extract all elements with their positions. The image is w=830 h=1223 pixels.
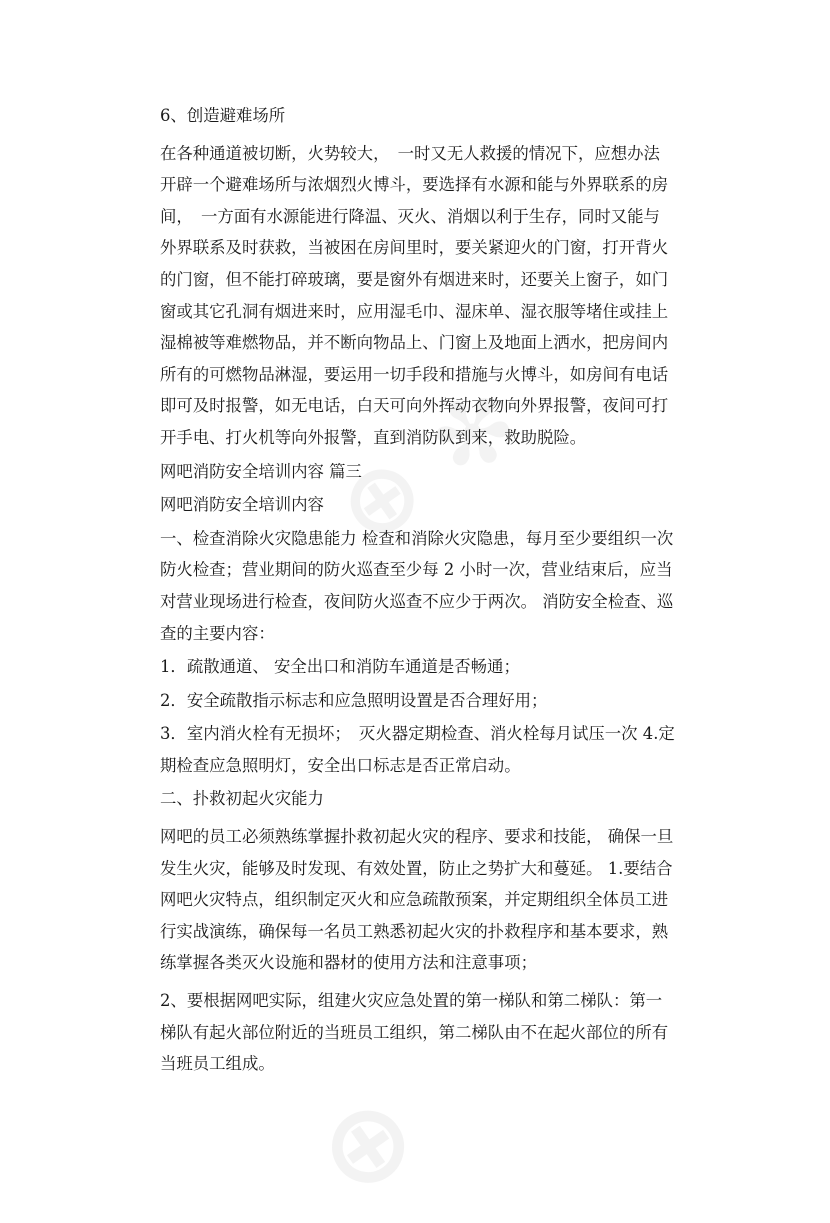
section-heading: 二、扑救初起火灾能力 [160,789,324,809]
paragraph: 2、要根据网吧实际，组建火灾应急处置的第一梯队和第二梯队：第一梯队有起火部位附近的当班员工组织，第二梯队由不在起火部位的所有当班员工组成。 [160,991,669,1074]
list-item: 1．疏散通道、 安全出口和消防车通道是否畅通； [160,657,520,677]
watermark [292,1065,441,1223]
paragraph: 网吧的员工必须熟练掌握扑救初起火灾的程序、要求和技能， 确保一旦发生火灾，能够及时发现、有效处置，防止之势扩大和蔓延。 1.要结合网吧火灾特点，组织制定灭火和应急疏散预案，并定期组织全体员工进行实战演练，确保每一名员工熟悉初起火灾的扑救程序和基本要求，熟练掌握各类灭火设施和器材的使用方法和注意事项； [160,827,674,973]
list-item: 2．安全疏散指示标志和应急照明设置是否合理好用； [160,690,548,710]
list-item: 3．室内消火栓有无损坏； 灭火器定期检查、消火栓每月试压一次 4.定期检查应急照明灯，安全出口标志是否正常启动。 [160,724,675,775]
article-subtitle: 网吧消防安全培训内容 [160,495,324,515]
paragraph: 一、检查消除火灾隐患能力 检查和消除火灾隐患，每月至少要组织一次防火检查；营业期间的防火巡查至少每 2 小时一次，营业结束后，应当对营业现场进行检查，夜间防火巡查不应少于两次。 消防安全检查、巡查的主要内容： [160,528,674,643]
article-title: 网吧消防安全培训内容 篇三 [160,461,362,481]
document-body [160,100,675,1080]
paragraph: 在各种通道被切断，火势较大， 一时又无人救援的情况下，应想办法开辟一个避难场所与浓烟烈火博斗，要选择有水源和能与外界联系的房间， 一方面有水源能进行降温、灭火、消烟以利于生存，同时又能与外界联系及时获救，当被困在房间里时，要关紧迎火的门窗，打开背火的门窗，但不能打碎玻璃，要是窗外有烟进来时，还要关上窗子，如门窗或其它孔洞有烟进来时，应用湿毛巾、湿床单、湿衣服等堵住或挂上湿棉被等难燃物品，并不断向物品上、门窗上及地面上洒水，把房间内所有的可燃物品淋湿，要运用一切手段和措施与火博斗，如房间有电话即可及时报警，如无电话，白天可向外挥动衣物向外界报警，夜间可打开手电、打火机等向外报警，直到消防队到来，救助脱险。 [160,143,669,447]
section-heading: 6、创造避难场所 [160,106,286,125]
